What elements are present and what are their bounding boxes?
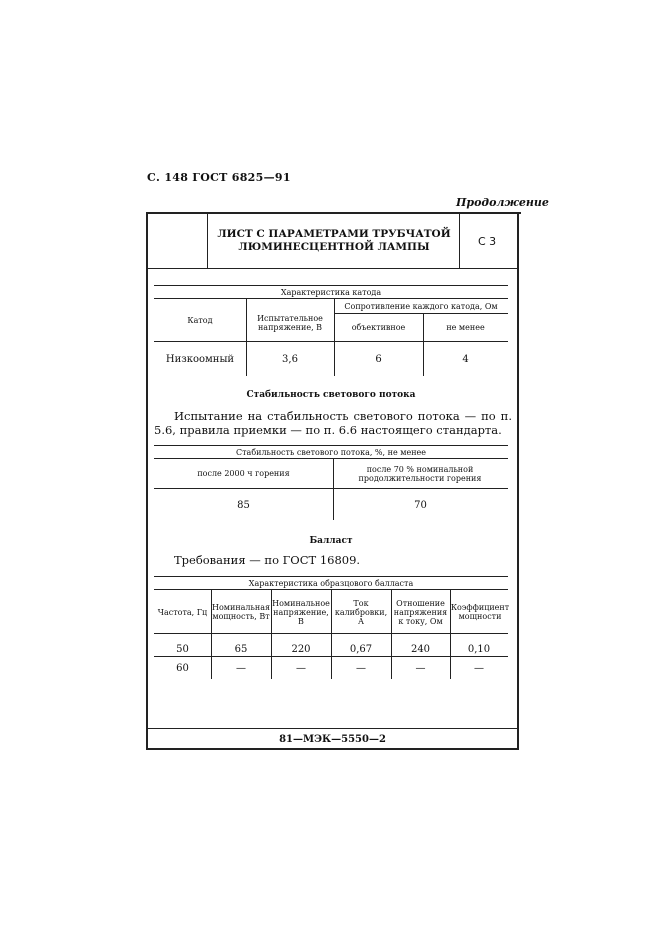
cathode-value-nominal: 6	[375, 353, 382, 365]
ballast-row2-power-factor: —	[474, 662, 484, 674]
ballast-row1-frequency: 50	[176, 643, 189, 655]
cathode-table-caption: Характеристика катода	[280, 288, 382, 297]
ballast-row2-current: —	[356, 662, 366, 674]
ballast-header-ratio: Отношение напряжения к току, Ом	[393, 598, 448, 626]
ballast-row1-voltage: 220	[291, 643, 311, 655]
continuation-label: Продолжение	[456, 196, 549, 209]
ballast-paragraph: Требования — по ГОСТ 16809.	[174, 553, 361, 567]
ballast-row2-ratio: —	[415, 662, 426, 674]
ballast-heading: Балласт	[309, 536, 353, 546]
flux-table-top	[154, 445, 508, 446]
ballast-row1-ratio: 240	[410, 643, 431, 655]
frame-left-line	[146, 212, 148, 750]
ballast-row2-voltage: —	[296, 662, 306, 674]
flux-header-2000: после 2000 ч горения	[197, 469, 290, 478]
cathode-value-min: 4	[462, 353, 469, 365]
sheet-title	[210, 228, 458, 254]
ballast-header-current: Ток калибровки, А	[334, 598, 388, 626]
cathode-value-voltage: 3,6	[282, 353, 298, 365]
flux-heading: Стабильность светового потока	[246, 390, 416, 400]
flux-table-caption: Стабильность светового потока, %, не менее	[236, 448, 426, 457]
cathode-header-voltage: Испытательное напряжение, В	[257, 314, 323, 332]
cathode-header-bottom	[154, 341, 508, 342]
sheet-code: С 3	[478, 235, 497, 248]
flux-value-2000: 85	[237, 499, 250, 511]
frame-top-line	[146, 212, 521, 214]
title-divider-right	[459, 212, 460, 269]
ballast-header-power-factor: Коэффициент мощности	[450, 603, 510, 621]
ballast-row2-power: —	[236, 662, 246, 674]
ballast-table-top	[154, 576, 508, 577]
cathode-table-top	[154, 285, 508, 286]
ballast-row1-divider	[154, 656, 508, 657]
frame-bottom-line	[146, 748, 519, 750]
ballast-header-frequency: Частота, Гц	[157, 607, 208, 617]
ballast-table-caption: Характеристика образцового балласта	[248, 579, 414, 588]
cathode-header-resistance: Сопротивление каждого катода, Ом	[344, 301, 498, 311]
footer-top-line	[146, 728, 519, 729]
flux-header-70: после 70 % номинальной продолжительности горения	[358, 464, 482, 483]
ballast-row1-current: 0,67	[349, 643, 373, 655]
cathode-header-cathode: Катод	[187, 315, 213, 325]
ballast-header-voltage: Номинальное напряжение, В	[272, 598, 330, 626]
flux-value-70: 70	[414, 499, 427, 511]
sheet-title-line1: ЛИСТ С ПАРАМЕТРАМИ ТРУБЧАТОЙ	[217, 228, 451, 240]
frame-right-line	[517, 212, 519, 750]
cathode-subheader-min: не менее	[446, 323, 485, 332]
flux-header-bottom	[154, 488, 508, 489]
ballast-row1-power: 65	[234, 643, 248, 655]
cathode-subheader-nominal: объективное	[351, 323, 406, 332]
ballast-row2-frequency: 60	[176, 662, 189, 674]
cathode-value-type: Низкоомный	[165, 353, 235, 365]
page-reference: С. 148 ГОСТ 6825—91	[147, 171, 291, 184]
sheet-title-line2: ЛЮМИНЕСЦЕНТНОЙ ЛАМПЫ	[238, 241, 430, 253]
title-block-bottom	[146, 268, 519, 269]
ballast-row1-power-factor: 0,10	[467, 643, 491, 655]
ballast-header-power: Номинальная мощность, Вт	[211, 603, 271, 621]
flux-paragraph: Испытание на стабильность светового потока — по п. 5.6, правила приемки — по п. 6.6 настоящего стандарта.	[154, 409, 512, 437]
footer-code: 81—МЭК—5550—2	[279, 734, 386, 745]
title-divider-left	[207, 212, 208, 269]
ballast-header-bottom	[154, 633, 508, 634]
